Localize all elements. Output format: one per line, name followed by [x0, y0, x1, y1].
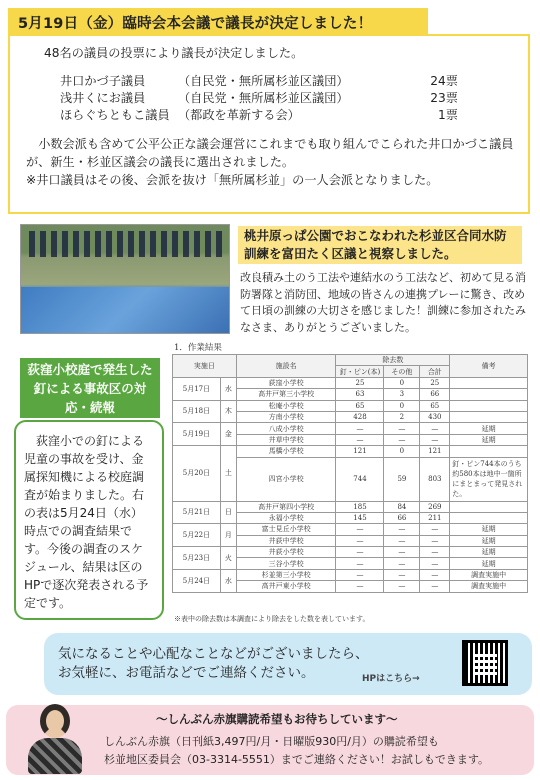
cell-remarks: 延期 — [450, 524, 528, 535]
cell-total: 430 — [420, 411, 450, 422]
vote-row — [60, 106, 514, 123]
cell-nails: — — [336, 581, 384, 592]
candidate-party: （都政を革新する会） — [178, 108, 300, 122]
contact-box — [44, 633, 532, 695]
cell-facility: 高井戸第三小学校 — [236, 389, 336, 400]
cell-other: 59 — [384, 457, 420, 501]
cell-facility: 富士見丘小学校 — [236, 524, 336, 535]
drill-photo — [20, 224, 230, 334]
cell-weekday: 火 — [220, 547, 236, 570]
cell-total: — — [420, 535, 450, 546]
header-remarks: 備考 — [450, 355, 528, 378]
cell-total: 25 — [420, 377, 450, 388]
cell-other: — — [384, 558, 420, 569]
table-caption: 1．作業結果 — [174, 343, 222, 353]
cell-other: 66 — [384, 512, 420, 523]
avatar — [28, 700, 82, 774]
cell-remarks — [450, 400, 528, 411]
hp-link[interactable]: HPはこちら→ — [362, 674, 420, 684]
candidate-party: （自民党・無所属杉並区議団） — [178, 91, 349, 105]
photo-people — [29, 231, 223, 257]
header-nails: 釘・ピン(本) — [336, 366, 384, 377]
vote-row — [60, 89, 514, 106]
drill-heading: 桃井原っぱ公園でおこなわれた杉並区合同水防訓練を富田たく区議と視察しました。 — [238, 226, 522, 264]
cell-weekday: 土 — [220, 446, 236, 501]
table-row — [173, 569, 528, 580]
header-removed: 除去数 — [336, 355, 450, 366]
cell-total: — — [420, 434, 450, 445]
cell-other: 2 — [384, 411, 420, 422]
table-footnote: ※表中の除去数は本調査により除去をした数を表しています。 — [174, 615, 370, 623]
work-results-table — [172, 354, 528, 593]
cell-other: — — [384, 535, 420, 546]
candidate-name: ほらぐちともこ議員 — [60, 108, 170, 122]
cell-date: 5月19日 — [173, 423, 221, 446]
cell-other: 0 — [384, 400, 420, 411]
cell-weekday: 金 — [220, 423, 236, 446]
cell-nails: — — [336, 423, 384, 434]
table-row — [173, 501, 528, 512]
cell-total: — — [420, 524, 450, 535]
cell-total: — — [420, 569, 450, 580]
subscription-title: 〜しんぶん赤旗購読希望もお待ちしています〜 — [156, 712, 398, 726]
contact-line-2: お気軽に、お電話などでご連絡ください。 — [58, 665, 315, 681]
cell-nails: — — [336, 434, 384, 445]
cell-other: — — [384, 569, 420, 580]
cell-remarks: 釘・ピン744本のうち約580本は地中一箇所にまとまって発見された。 — [450, 457, 528, 501]
candidate-name: 井口かづ子議員 — [60, 74, 146, 88]
table-row — [173, 423, 528, 434]
cell-weekday: 木 — [220, 400, 236, 423]
cell-nails: 121 — [336, 446, 384, 457]
cell-total: — — [420, 423, 450, 434]
election-body-text: 小数会派も含めて公平公正な議会運営にこれまでも取り組んでこられた井口かづこ議員が、新生・杉並区議会の議長に選出されました。 — [26, 137, 514, 169]
qr-inner — [473, 651, 497, 675]
cell-remarks — [450, 377, 528, 388]
cell-date: 5月22日 — [173, 524, 221, 547]
qr-code-icon[interactable] — [462, 640, 508, 686]
cell-other: — — [384, 547, 420, 558]
cell-remarks: 延期 — [450, 423, 528, 434]
cell-facility: 井荻中学校 — [236, 535, 336, 546]
cell-facility: 永福小学校 — [236, 512, 336, 523]
election-box — [8, 34, 530, 214]
cell-nails: 65 — [336, 400, 384, 411]
cell-facility: 四宮小学校 — [236, 457, 336, 501]
cell-weekday: 水 — [220, 377, 236, 400]
cell-nails: 25 — [336, 377, 384, 388]
cell-remarks — [450, 389, 528, 400]
nail-box — [14, 420, 164, 620]
table-row — [173, 547, 528, 558]
cell-total: — — [420, 581, 450, 592]
cell-remarks — [450, 446, 528, 457]
avatar-body — [28, 738, 82, 774]
cell-other: 84 — [384, 501, 420, 512]
cell-weekday: 日 — [220, 501, 236, 524]
nail-heading: 荻窪小校庭で発生した釘による事故区の対応・続報 — [20, 358, 160, 418]
cell-other: 3 — [384, 389, 420, 400]
vote-list — [24, 72, 514, 123]
cell-facility: 松庵小学校 — [236, 400, 336, 411]
contact-line-1: 気になることや心配なことなどがございましたら、 — [58, 646, 369, 662]
avatar-head — [40, 704, 70, 738]
cell-date: 5月24日 — [173, 569, 221, 592]
cell-facility: 高井戸東小学校 — [236, 581, 336, 592]
cell-other: — — [384, 423, 420, 434]
cell-weekday: 水 — [220, 569, 236, 592]
cell-date: 5月20日 — [173, 446, 221, 501]
nail-text: 荻窪小での釘による児童の事故を受け、金属探知機による校庭調査が始まりました。右の表は5月24日（水）時点での調査結果です。今後の調査のスケジュール、結果は区のHPで逐次発表される予定です。 — [24, 434, 149, 610]
cell-nails: — — [336, 535, 384, 546]
vote-count: 23票 — [430, 91, 458, 105]
cell-other: — — [384, 434, 420, 445]
cell-total: — — [420, 547, 450, 558]
election-body — [24, 135, 514, 189]
cell-date: 5月17日 — [173, 377, 221, 400]
vote-row — [60, 72, 514, 89]
cell-total: 803 — [420, 457, 450, 501]
cell-remarks — [450, 512, 528, 523]
cell-remarks: 延期 — [450, 434, 528, 445]
cell-total: 66 — [420, 389, 450, 400]
table-row — [173, 400, 528, 411]
candidate-party: （自民党・無所属杉並区議団） — [178, 74, 349, 88]
cell-other: 0 — [384, 446, 420, 457]
cell-nails: — — [336, 569, 384, 580]
cell-date: 5月23日 — [173, 547, 221, 570]
cell-total: 211 — [420, 512, 450, 523]
cell-nails: — — [336, 558, 384, 569]
cell-facility: 井荻小学校 — [236, 547, 336, 558]
cell-facility: 三谷小学校 — [236, 558, 336, 569]
election-note: ※井口議員はその後、会派を抜け「無所属杉並」の一人会派となりました。 — [26, 173, 439, 187]
cell-remarks — [450, 501, 528, 512]
cell-nails: 744 — [336, 457, 384, 501]
cell-total: — — [420, 558, 450, 569]
cell-remarks: 延期 — [450, 535, 528, 546]
table-row — [173, 377, 528, 388]
cell-facility: 高井戸第四小学校 — [236, 501, 336, 512]
cell-remarks: 延期 — [450, 547, 528, 558]
cell-total: 65 — [420, 400, 450, 411]
header-other: その他 — [384, 366, 420, 377]
cell-nails: — — [336, 547, 384, 558]
table-body — [173, 377, 528, 592]
photo-tarp — [21, 287, 230, 334]
table-row — [173, 524, 528, 535]
cell-date: 5月21日 — [173, 501, 221, 524]
vote-count: 24票 — [430, 74, 458, 88]
table-row — [173, 446, 528, 457]
header-date: 実施日 — [173, 355, 237, 378]
header-total: 合計 — [420, 366, 450, 377]
cell-nails: 63 — [336, 389, 384, 400]
cell-remarks: 調査実施中 — [450, 581, 528, 592]
cell-other: 0 — [384, 377, 420, 388]
cell-weekday: 月 — [220, 524, 236, 547]
subscription-line-1: しんぶん赤旗（日刊紙3,497円/月・日曜版930円/月）の購読希望も — [104, 735, 439, 748]
election-title: 5月19日（金）臨時会本会議で議長が決定しました！ — [8, 8, 428, 36]
cell-nails: 185 — [336, 501, 384, 512]
cell-remarks — [450, 411, 528, 422]
election-intro: 48名の議員の投票により議長が決定しました。 — [44, 46, 304, 60]
cell-facility: 方南小学校 — [236, 411, 336, 422]
cell-date: 5月18日 — [173, 400, 221, 423]
cell-facility: 杉並第三小学校 — [236, 569, 336, 580]
subscription-line-2: 杉並地区委員会（03-3314-5551）までご連絡ください！お試しもできます。 — [104, 753, 490, 766]
cell-facility: 井草中学校 — [236, 434, 336, 445]
cell-facility: 荻窪小学校 — [236, 377, 336, 388]
cell-other: — — [384, 581, 420, 592]
cell-total: 269 — [420, 501, 450, 512]
cell-other: — — [384, 524, 420, 535]
cell-nails: 428 — [336, 411, 384, 422]
election-section — [8, 8, 530, 214]
cell-nails: — — [336, 524, 384, 535]
cell-remarks: 調査実施中 — [450, 569, 528, 580]
header-facility: 施設名 — [236, 355, 336, 378]
cell-facility: 八成小学校 — [236, 423, 336, 434]
cell-remarks: 延期 — [450, 558, 528, 569]
cell-nails: 145 — [336, 512, 384, 523]
work-table-wrap — [172, 354, 528, 593]
cell-total: 121 — [420, 446, 450, 457]
candidate-name: 浅井くにお議員 — [60, 91, 146, 105]
drill-text: 改良積み土のう工法や連結水のう工法など、初めて見る消防署隊と消防団、地域の皆さんの連携プレーに驚き、改めて日頃の訓練の大切さを感じました！訓練に参加されたみなさま、ありがとうございました。 — [240, 271, 526, 334]
vote-count: 1票 — [438, 108, 458, 122]
cell-facility: 馬橋小学校 — [236, 446, 336, 457]
